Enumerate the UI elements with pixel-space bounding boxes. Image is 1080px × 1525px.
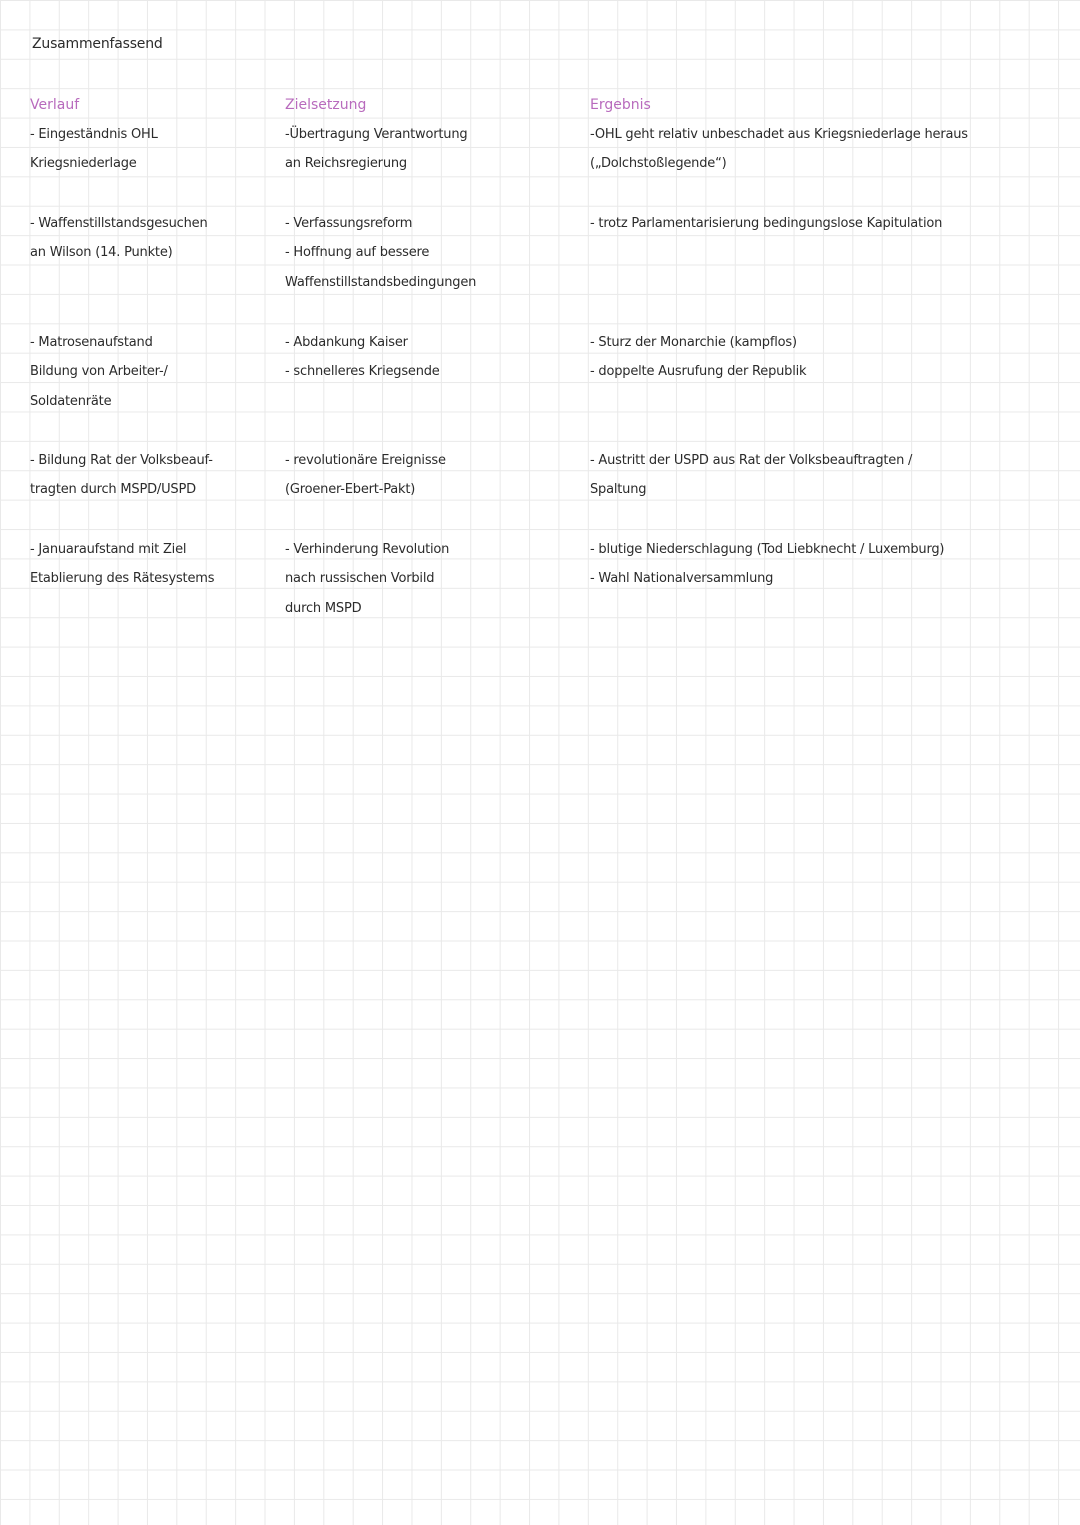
zielsetzung-entry-4: - revolutionäre Ereignisse (Groener-Ebert-Pakt) [285,453,446,498]
column-verlauf [30,94,270,587]
ergebnis-entry-4: - Austritt der USPD aus Rat der Volksbeauftragten / Spaltung [590,453,913,498]
verlauf-entry-5: - Januaraufstand mit Ziel Etablierung des Rätesystems [30,542,215,587]
column-ergebnis [590,94,1060,587]
ergebnis-entry-2: - trotz Parlamentarisierung bedingungslose Kapitulation [590,216,943,231]
ergebnis-entry-5: - blutige Niederschlagung (Tod Liebknecht / Luxemburg) - Wahl Nationalversammlung [590,542,945,587]
zielsetzung-entry-3: - Abdankung Kaiser - schnelleres Kriegsende [285,335,440,380]
verlauf-entry-4: - Bildung Rat der Volksbeauf- tragten durch MSPD/USPD [30,453,213,498]
zielsetzung-entry-5: - Verhinderung Revolution nach russischen Vorbild durch MSPD [285,542,450,616]
column-header-ergebnis: Ergebnis [590,97,651,113]
zielsetzung-entry-1: -Übertragung Verantwortung an Reichsregierung [285,127,468,172]
verlauf-entry-3: - Matrosenaufstand Bildung von Arbeiter-/ Soldatenräte [30,335,168,409]
ergebnis-entry-3: - Sturz der Monarchie (kampflos) - doppelte Ausrufung der Republik [590,335,807,380]
verlauf-entry-2: - Waffenstillstandsgesuchen an Wilson (14. Punkte) [30,216,208,261]
ergebnis-entry-1: -OHL geht relativ unbeschadet aus Kriegsniederlage heraus („Dolchstoßlegende“) [590,127,968,172]
verlauf-entry-1: - Eingeständnis OHL Kriegsniederlage [30,127,158,172]
column-zielsetzung [285,94,565,616]
column-header-verlauf: Verlauf [30,97,80,113]
page-title: Zusammenfassend [32,36,163,52]
column-header-zielsetzung: Zielsetzung [285,97,367,113]
zielsetzung-entry-2: - Verfassungsreform - Hoffnung auf bessere Waffenstillstandsbedingungen [285,216,477,290]
